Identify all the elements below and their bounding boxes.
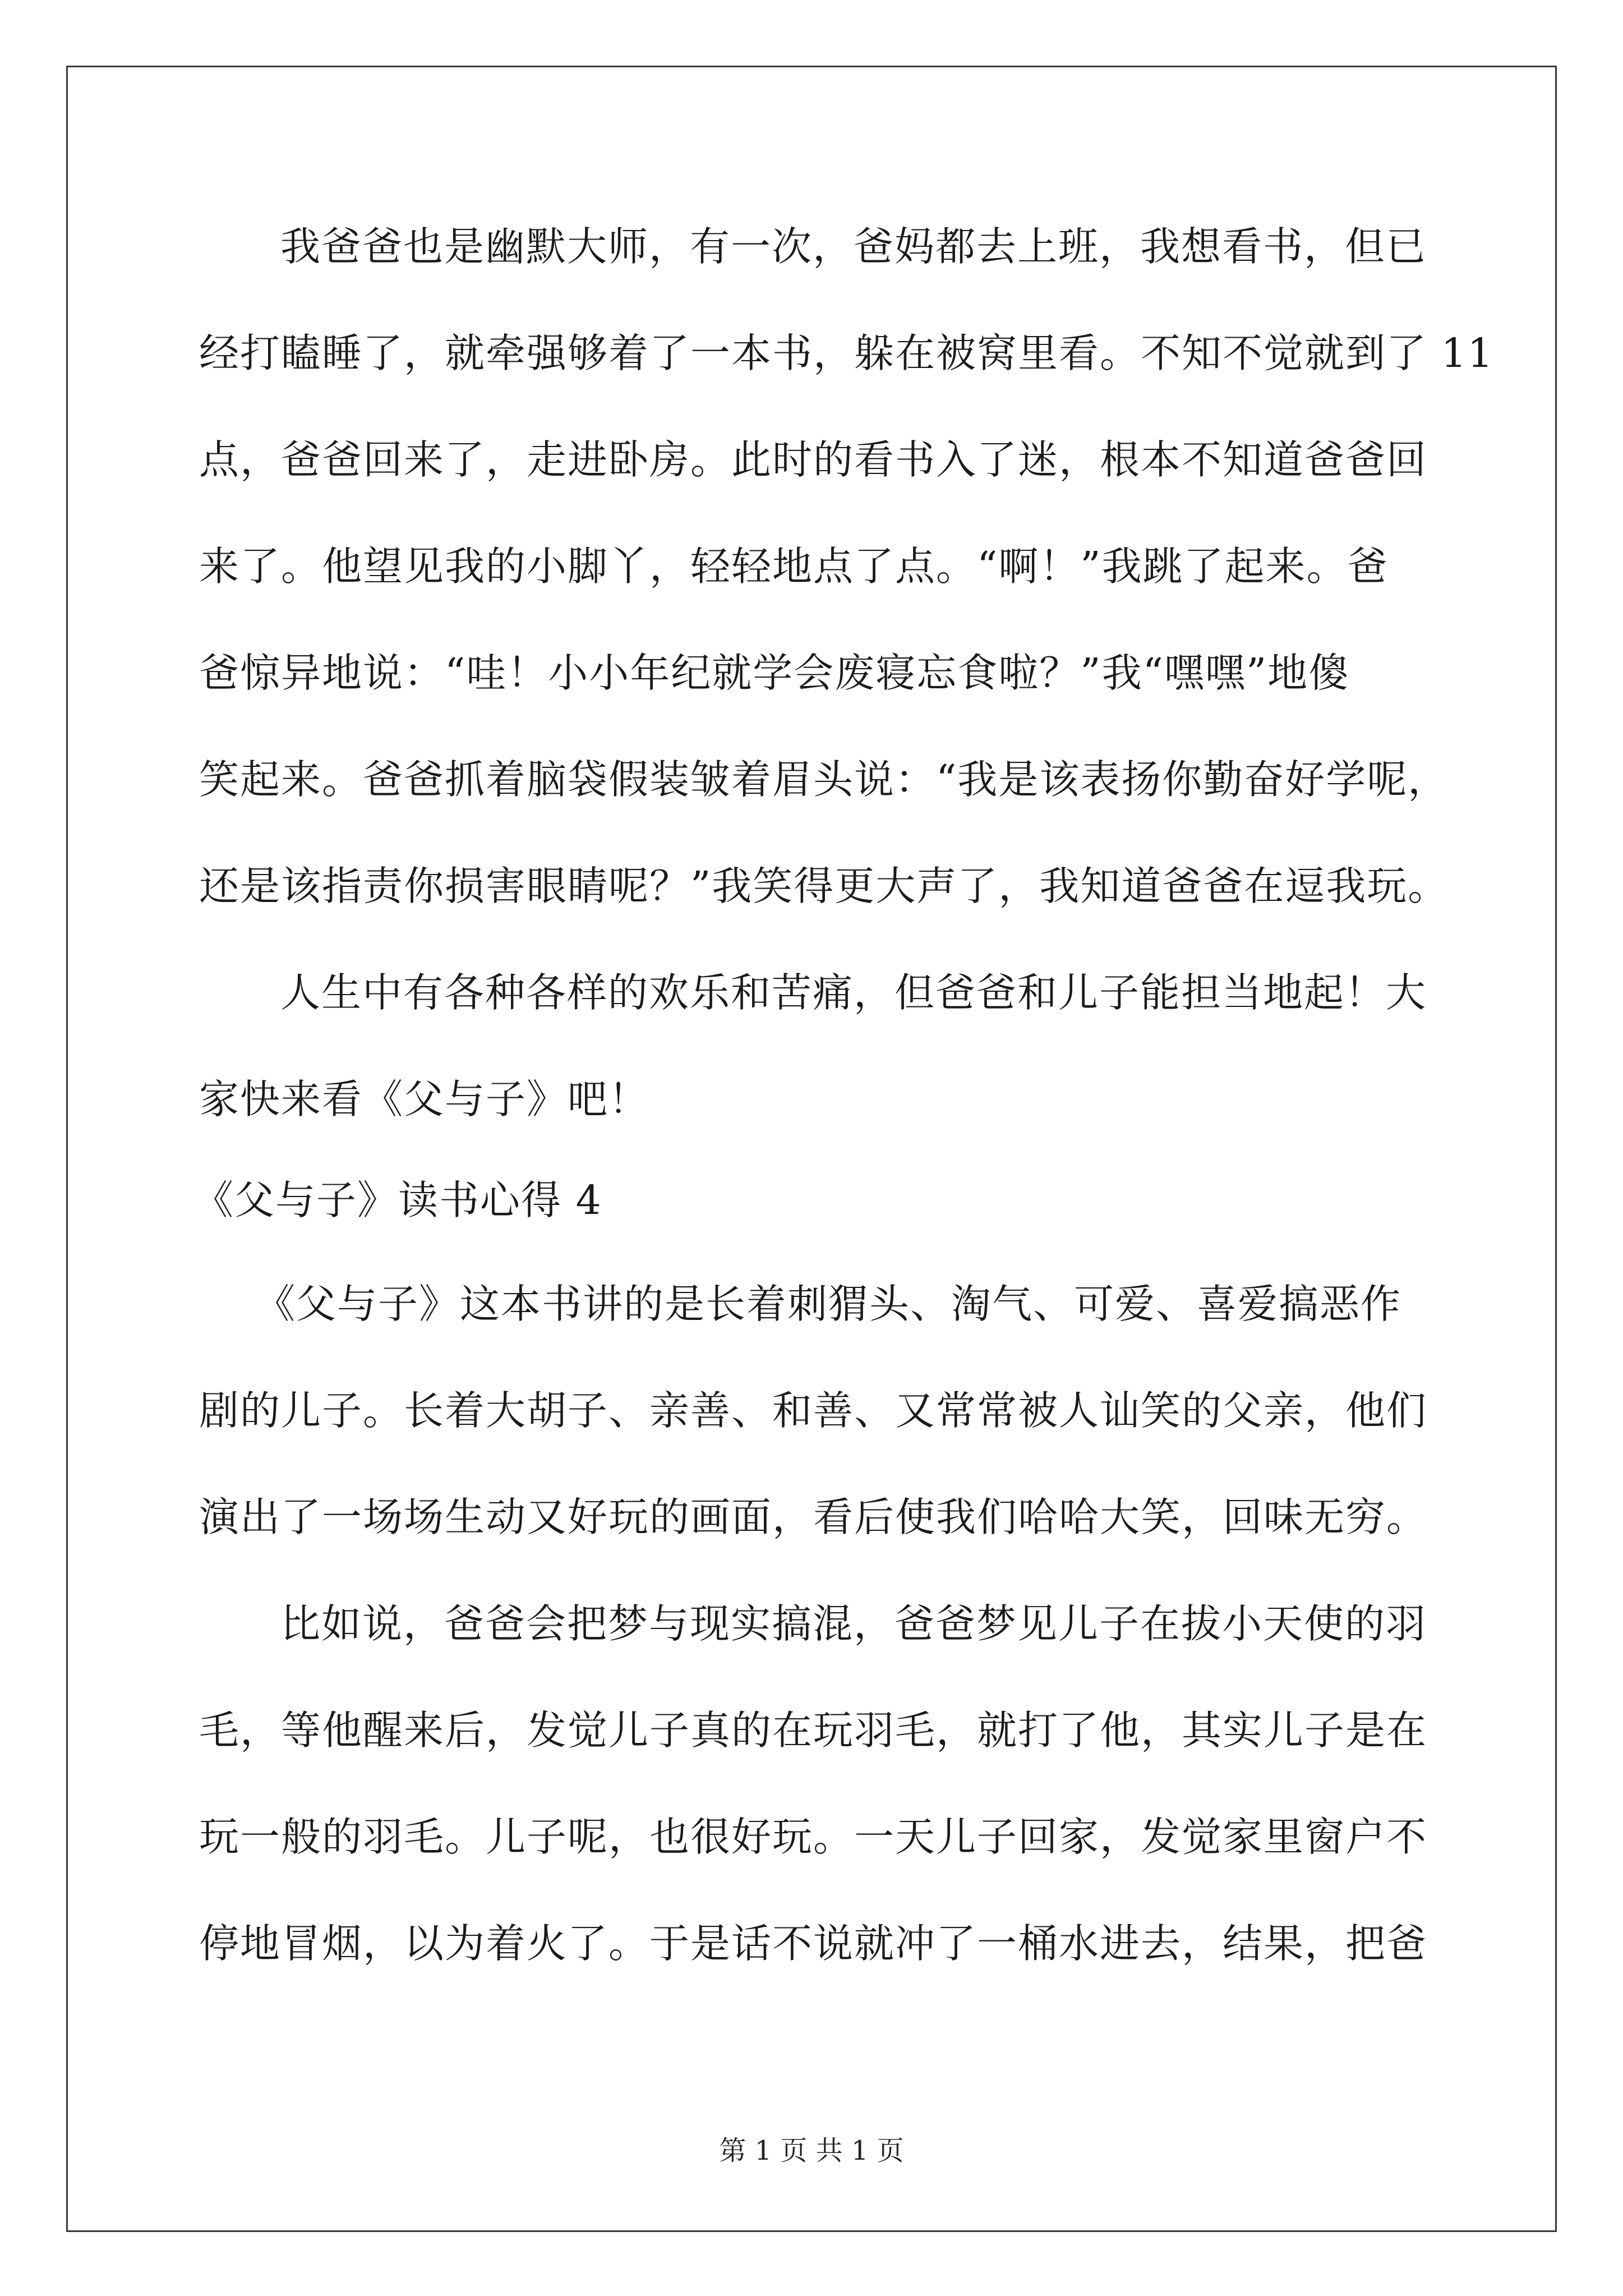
paragraph-4-line-1: 比如说，爸爸会把梦与现实搞混，爸爸梦见儿子在拔小天使的羽 (280, 1600, 1427, 1647)
paragraph-1-line-6: 笑起来。爸爸抓着脑袋假装皱着眉头说：“我是该表扬你勤奋好学呢， (199, 756, 1449, 803)
page-border (66, 66, 1557, 2232)
paragraph-2-line-2: 家快来看《父与子》吧！ (199, 1076, 650, 1122)
page-footer: 第 1 页 共 1 页 (719, 2135, 904, 2166)
paragraph-3-line-1: 《父与子》这本书讲的是长着刺猬头、淘气、可爱、喜爱搞恶作 (255, 1281, 1402, 1327)
paragraph-4-line-4: 停地冒烟，以为着火了。于是话不说就冲了一桶水进去，结果，把爸 (199, 1920, 1428, 1967)
paragraph-1-line-5: 爸惊异地说：“哇！小小年纪就学会废寝忘食啦？”我“嘿嘿”地傻 (199, 650, 1350, 696)
paragraph-3-line-3: 演出了一场场生动又好玩的画面，看后使我们哈哈大笑，回味无穷。 (199, 1494, 1428, 1540)
paragraph-1-line-7: 还是该指责你损害眼睛呢？”我笑得更大声了，我知道爸爸在逗我玩。 (199, 863, 1449, 909)
paragraph-4-line-3: 玩一般的羽毛。儿子呢，也很好玩。一天儿子回家，发觉家里窗户不 (199, 1814, 1428, 1860)
section-heading: 《父与子》读书心得 4 (193, 1177, 602, 1223)
paragraph-1-line-1: 我爸爸也是幽默大师，有一次，爸妈都去上班，我想看书，但已 (280, 223, 1427, 270)
paragraph-2-line-1: 人生中有各种各样的欢乐和苦痛，但爸爸和儿子能担当地起！大 (280, 969, 1427, 1016)
paragraph-1-line-3: 点，爸爸回来了，走进卧房。此时的看书入了迷，根本不知道爸爸回 (199, 436, 1428, 483)
paragraph-4-line-2: 毛，等他醒来后，发觉儿子真的在玩羽毛，就打了他，其实儿子是在 (199, 1707, 1428, 1754)
paragraph-1-line-4: 来了。他望见我的小脚丫，轻轻地点了点。“啊！”我跳了起来。爸 (199, 543, 1389, 590)
paragraph-1-line-2: 经打瞌睡了，就牵强够着了一本书，躲在被窝里看。不知不觉就到了 11 (199, 330, 1494, 376)
paragraph-3-line-2: 剧的儿子。长着大胡子、亲善、和善、又常常被人讪笑的父亲，他们 (199, 1387, 1428, 1434)
